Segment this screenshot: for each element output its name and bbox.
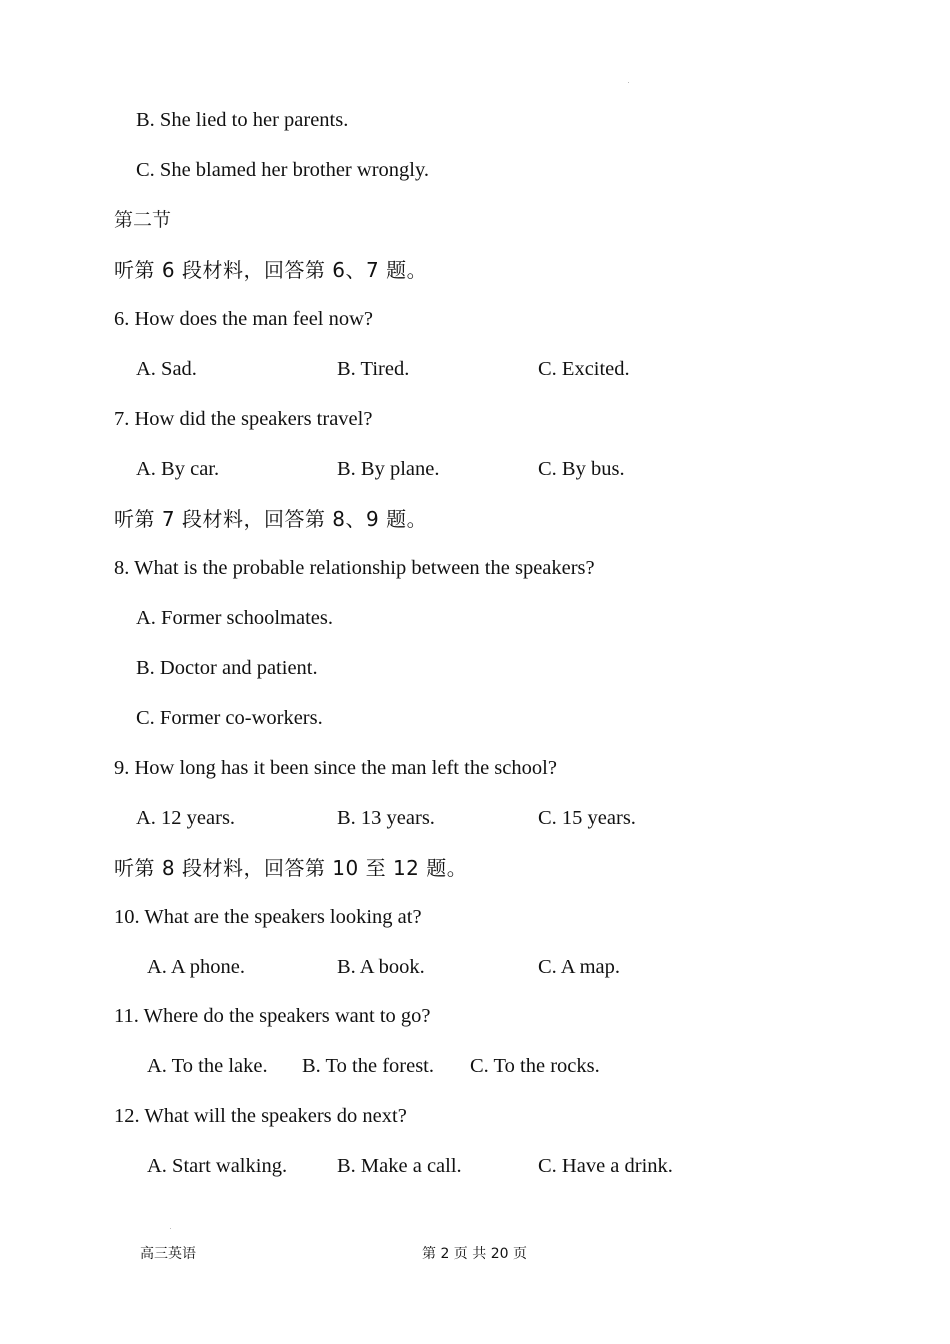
question-6: 6. How does the man feel now?: [114, 308, 374, 330]
question-8: 8. What is the probable relationship between the speakers?: [114, 557, 595, 579]
q8-option-a: A. Former schoolmates.: [136, 607, 333, 629]
q6-option-c: C. Excited.: [538, 358, 630, 380]
question-11: 11. Where do the speakers want to go?: [114, 1005, 431, 1027]
footer-subject: 高三英语: [140, 1246, 196, 1262]
q11-option-b: B. To the forest.: [302, 1055, 434, 1077]
q10-option-b: B. A book.: [337, 956, 425, 978]
q12-option-c: C. Have a drink.: [538, 1155, 673, 1177]
section-heading: 第二节: [114, 209, 172, 231]
scan-dot: [170, 1228, 171, 1229]
q7-option-b: B. By plane.: [337, 458, 440, 480]
q6-option-b: B. Tired.: [337, 358, 410, 380]
footer-page-info: 第 2 页 共 20 页: [422, 1246, 527, 1262]
q7-option-a: A. By car.: [136, 458, 220, 480]
q8-option-c: C. Former co-workers.: [136, 707, 323, 729]
q11-option-a: A. To the lake.: [147, 1055, 268, 1077]
instruction-8-9: 听第 7 段材料，回答第 8、9 题。: [114, 507, 428, 531]
question-12: 12. What will the speakers do next?: [114, 1105, 407, 1127]
q9-option-c: C. 15 years.: [538, 807, 636, 829]
q9-option-b: B. 13 years.: [337, 807, 435, 829]
q7-option-c: C. By bus.: [538, 458, 625, 480]
q8-option-b: B. Doctor and patient.: [136, 657, 318, 679]
q12-option-a: A. Start walking.: [147, 1155, 288, 1177]
q6-option-a: A. Sad.: [136, 358, 197, 380]
instruction-6-7: 听第 6 段材料，回答第 6、7 题。: [114, 258, 428, 282]
q11-option-c: C. To the rocks.: [470, 1055, 600, 1077]
q5-option-b: B. She lied to her parents.: [136, 109, 349, 131]
question-7: 7. How did the speakers travel?: [114, 408, 373, 430]
q10-option-a: A. A phone.: [147, 956, 245, 978]
question-10: 10. What are the speakers looking at?: [114, 906, 422, 928]
q5-option-c: C. She blamed her brother wrongly.: [136, 159, 430, 181]
q9-option-a: A. 12 years.: [136, 807, 236, 829]
question-9: 9. How long has it been since the man left the school?: [114, 757, 557, 779]
q10-option-c: C. A map.: [538, 956, 621, 978]
instruction-10-12: 听第 8 段材料，回答第 10 至 12 题。: [114, 856, 468, 880]
scan-dot: [628, 82, 629, 83]
q12-option-b: B. Make a call.: [337, 1155, 462, 1177]
